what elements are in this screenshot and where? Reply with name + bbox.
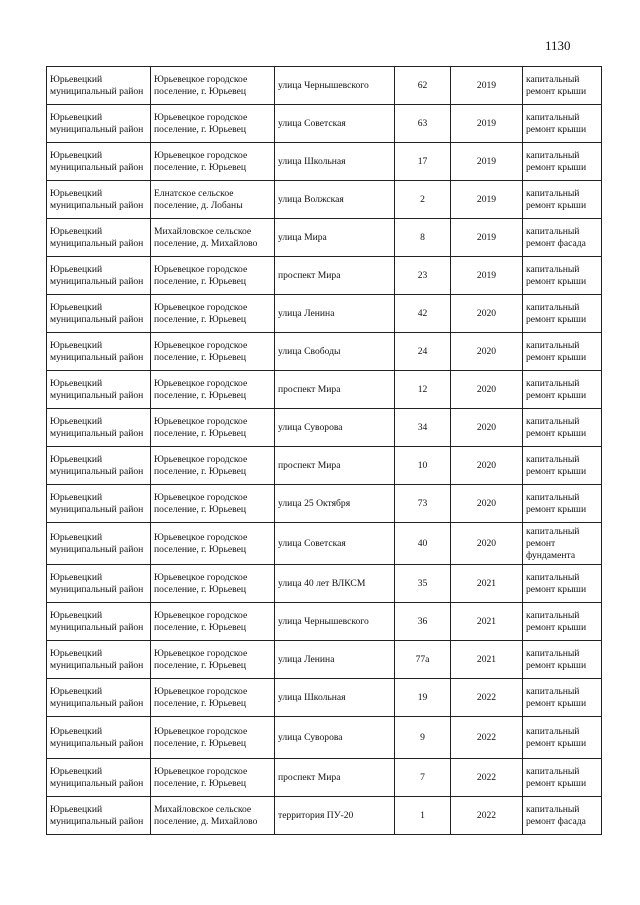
district-cell: Юрьевецкий муниципальный район: [47, 447, 151, 485]
street-cell: проспект Мира: [275, 759, 395, 797]
house-number-cell: 17: [395, 143, 451, 181]
district-cell: Юрьевецкий муниципальный район: [47, 257, 151, 295]
work-type-cell: капитальный ремонт крыши: [523, 485, 602, 523]
work-type-cell: капитальный ремонт крыши: [523, 759, 602, 797]
street-cell: улица 25 Октября: [275, 485, 395, 523]
house-number-cell: 40: [395, 523, 451, 565]
year-cell: 2020: [451, 371, 523, 409]
settlement-cell: Юрьевецкое городское поселение, г. Юрьевец: [151, 641, 275, 679]
district-cell: Юрьевецкий муниципальный район: [47, 523, 151, 565]
table-row: [47, 603, 602, 641]
street-cell: улица Школьная: [275, 143, 395, 181]
year-cell: 2021: [451, 603, 523, 641]
settlement-cell: Юрьевецкое городское поселение, г. Юрьевец: [151, 105, 275, 143]
work-type-cell: капитальный ремонт крыши: [523, 181, 602, 219]
year-cell: 2019: [451, 143, 523, 181]
street-cell: улица Суворова: [275, 717, 395, 759]
street-cell: проспект Мира: [275, 447, 395, 485]
settlement-cell: Юрьевецкое городское поселение, г. Юрьевец: [151, 717, 275, 759]
settlement-cell: Юрьевецкое городское поселение, г. Юрьевец: [151, 257, 275, 295]
year-cell: 2021: [451, 565, 523, 603]
year-cell: 2022: [451, 759, 523, 797]
table-body: [47, 67, 602, 835]
work-type-cell: капитальный ремонт крыши: [523, 67, 602, 105]
table-row: [47, 447, 602, 485]
street-cell: улица Советская: [275, 105, 395, 143]
street-cell: улица Школьная: [275, 679, 395, 717]
work-type-cell: капитальный ремонт крыши: [523, 603, 602, 641]
house-number-cell: 34: [395, 409, 451, 447]
year-cell: 2020: [451, 447, 523, 485]
year-cell: 2019: [451, 181, 523, 219]
table-row: [47, 105, 602, 143]
work-type-cell: капитальный ремонт крыши: [523, 565, 602, 603]
table-row: [47, 759, 602, 797]
settlement-cell: Юрьевецкое городское поселение, г. Юрьевец: [151, 333, 275, 371]
year-cell: 2022: [451, 679, 523, 717]
street-cell: улица Чернышевского: [275, 67, 395, 105]
house-number-cell: 8: [395, 219, 451, 257]
work-type-cell: капитальный ремонт фундамента: [523, 523, 602, 565]
house-number-cell: 35: [395, 565, 451, 603]
year-cell: 2020: [451, 409, 523, 447]
district-cell: Юрьевецкий муниципальный район: [47, 371, 151, 409]
street-cell: территория ПУ-20: [275, 797, 395, 835]
district-cell: Юрьевецкий муниципальный район: [47, 603, 151, 641]
settlement-cell: Михайловское сельское поселение, д. Михайлово: [151, 219, 275, 257]
house-number-cell: 7: [395, 759, 451, 797]
district-cell: Юрьевецкий муниципальный район: [47, 717, 151, 759]
house-number-cell: 19: [395, 679, 451, 717]
house-number-cell: 36: [395, 603, 451, 641]
house-number-cell: 62: [395, 67, 451, 105]
work-type-cell: капитальный ремонт крыши: [523, 641, 602, 679]
house-number-cell: 1: [395, 797, 451, 835]
settlement-cell: Юрьевецкое городское поселение, г. Юрьевец: [151, 371, 275, 409]
settlement-cell: Юрьевецкое городское поселение, г. Юрьевец: [151, 67, 275, 105]
work-type-cell: капитальный ремонт крыши: [523, 371, 602, 409]
work-type-cell: капитальный ремонт крыши: [523, 333, 602, 371]
year-cell: 2021: [451, 641, 523, 679]
street-cell: улица Свободы: [275, 333, 395, 371]
year-cell: 2019: [451, 105, 523, 143]
street-cell: улица Чернышевского: [275, 603, 395, 641]
house-number-cell: 77а: [395, 641, 451, 679]
settlement-cell: Юрьевецкое городское поселение, г. Юрьевец: [151, 679, 275, 717]
street-cell: улица Советская: [275, 523, 395, 565]
year-cell: 2020: [451, 523, 523, 565]
year-cell: 2022: [451, 717, 523, 759]
year-cell: 2019: [451, 219, 523, 257]
house-number-cell: 42: [395, 295, 451, 333]
house-number-cell: 10: [395, 447, 451, 485]
year-cell: 2020: [451, 485, 523, 523]
work-type-cell: капитальный ремонт крыши: [523, 257, 602, 295]
street-cell: улица 40 лет ВЛКСМ: [275, 565, 395, 603]
district-cell: Юрьевецкий муниципальный район: [47, 219, 151, 257]
district-cell: Юрьевецкий муниципальный район: [47, 641, 151, 679]
house-number-cell: 24: [395, 333, 451, 371]
district-cell: Юрьевецкий муниципальный район: [47, 485, 151, 523]
table-row: [47, 409, 602, 447]
street-cell: проспект Мира: [275, 257, 395, 295]
street-cell: проспект Мира: [275, 371, 395, 409]
work-type-cell: капитальный ремонт фасада: [523, 219, 602, 257]
house-number-cell: 63: [395, 105, 451, 143]
page-number: 1130: [545, 38, 571, 53]
year-cell: 2019: [451, 257, 523, 295]
settlement-cell: Юрьевецкое городское поселение, г. Юрьевец: [151, 523, 275, 565]
street-cell: улица Волжская: [275, 181, 395, 219]
settlement-cell: Михайловское сельское поселение, д. Михайлово: [151, 797, 275, 835]
table-row: [47, 565, 602, 603]
settlement-cell: Елнатское сельское поселение, д. Лобаны: [151, 181, 275, 219]
table-row: [47, 371, 602, 409]
district-cell: Юрьевецкий муниципальный район: [47, 409, 151, 447]
table-row: [47, 641, 602, 679]
table-row: [47, 797, 602, 835]
house-number-cell: 9: [395, 717, 451, 759]
street-cell: улица Ленина: [275, 295, 395, 333]
district-cell: Юрьевецкий муниципальный район: [47, 565, 151, 603]
table-row: [47, 333, 602, 371]
district-cell: Юрьевецкий муниципальный район: [47, 333, 151, 371]
table-row: [47, 219, 602, 257]
district-cell: Юрьевецкий муниципальный район: [47, 295, 151, 333]
district-cell: Юрьевецкий муниципальный район: [47, 679, 151, 717]
district-cell: Юрьевецкий муниципальный район: [47, 67, 151, 105]
street-cell: улица Мира: [275, 219, 395, 257]
house-number-cell: 12: [395, 371, 451, 409]
work-type-cell: капитальный ремонт крыши: [523, 143, 602, 181]
settlement-cell: Юрьевецкое городское поселение, г. Юрьевец: [151, 409, 275, 447]
work-type-cell: капитальный ремонт крыши: [523, 679, 602, 717]
settlement-cell: Юрьевецкое городское поселение, г. Юрьевец: [151, 143, 275, 181]
table-row: [47, 679, 602, 717]
table-row: [47, 143, 602, 181]
district-cell: Юрьевецкий муниципальный район: [47, 181, 151, 219]
work-type-cell: капитальный ремонт крыши: [523, 105, 602, 143]
table-row: [47, 295, 602, 333]
settlement-cell: Юрьевецкое городское поселение, г. Юрьевец: [151, 565, 275, 603]
street-cell: улица Ленина: [275, 641, 395, 679]
year-cell: 2020: [451, 333, 523, 371]
settlement-cell: Юрьевецкое городское поселение, г. Юрьевец: [151, 759, 275, 797]
street-cell: улица Суворова: [275, 409, 395, 447]
district-cell: Юрьевецкий муниципальный район: [47, 797, 151, 835]
table-row: [47, 67, 602, 105]
district-cell: Юрьевецкий муниципальный район: [47, 105, 151, 143]
work-type-cell: капитальный ремонт крыши: [523, 447, 602, 485]
settlement-cell: Юрьевецкое городское поселение, г. Юрьевец: [151, 603, 275, 641]
house-number-cell: 73: [395, 485, 451, 523]
district-cell: Юрьевецкий муниципальный район: [47, 759, 151, 797]
settlement-cell: Юрьевецкое городское поселение, г. Юрьевец: [151, 295, 275, 333]
year-cell: 2020: [451, 295, 523, 333]
work-type-cell: капитальный ремонт фасада: [523, 797, 602, 835]
repair-program-table: [46, 66, 602, 835]
table-row: [47, 523, 602, 565]
year-cell: 2022: [451, 797, 523, 835]
district-cell: Юрьевецкий муниципальный район: [47, 143, 151, 181]
table-row: [47, 181, 602, 219]
settlement-cell: Юрьевецкое городское поселение, г. Юрьевец: [151, 447, 275, 485]
house-number-cell: 2: [395, 181, 451, 219]
table-row: [47, 717, 602, 759]
house-number-cell: 23: [395, 257, 451, 295]
work-type-cell: капитальный ремонт крыши: [523, 717, 602, 759]
table-row: [47, 257, 602, 295]
work-type-cell: капитальный ремонт крыши: [523, 409, 602, 447]
table-row: [47, 485, 602, 523]
year-cell: 2019: [451, 67, 523, 105]
settlement-cell: Юрьевецкое городское поселение, г. Юрьевец: [151, 485, 275, 523]
work-type-cell: капитальный ремонт крыши: [523, 295, 602, 333]
